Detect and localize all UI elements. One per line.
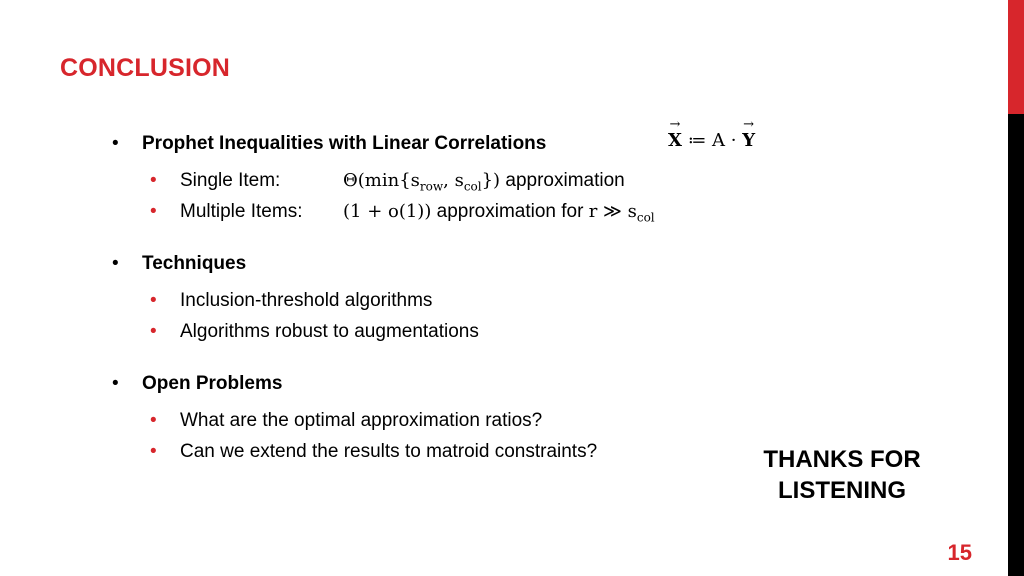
bullet-dot: • (150, 321, 157, 342)
thanks-line-1: THANKS FOR (763, 446, 921, 473)
list-item (150, 321, 479, 343)
thanks-message (742, 444, 942, 506)
list-item (150, 441, 597, 463)
vector-x: → X (668, 130, 682, 151)
section-heading-text: Open Problems (142, 373, 283, 394)
slide-title: CONCLUSION (60, 54, 231, 82)
bullet-dot: • (112, 133, 119, 154)
list-item (150, 410, 542, 432)
item-text: approximation for (431, 201, 589, 222)
formula-assign: ≔ A · (681, 130, 743, 151)
item-text: Inclusion-threshold algorithms (180, 290, 433, 311)
item-label: Single Item: (180, 170, 281, 191)
bullet-dot: • (150, 441, 157, 462)
section-heading-open-problems (112, 373, 282, 395)
bullet-dot: • (150, 410, 157, 431)
bullet-dot: • (150, 201, 157, 222)
bullet-dot: • (112, 373, 119, 394)
section-heading-prophet (112, 133, 546, 155)
math-condition: r ≫ $s_{col}$ (588, 201, 655, 225)
accent-bar-red (1008, 0, 1024, 114)
page-number: 15 (947, 540, 972, 565)
section-heading-techniques (112, 253, 246, 275)
math-expression: (1 + o(1)) (343, 201, 432, 222)
item-text: Can we extend the results to matroid constraints? (180, 441, 598, 462)
item-label: Multiple Items: (180, 201, 303, 222)
section-heading-text: Techniques (142, 253, 247, 274)
list-item-single-item (150, 170, 625, 194)
model-formula (668, 130, 755, 151)
thanks-line-2: LISTENING (777, 477, 906, 504)
section-heading-text: Prophet Inequalities with Linear Correlations (142, 133, 547, 154)
accent-bar-black (1008, 114, 1024, 576)
bullet-dot: • (150, 170, 157, 191)
vector-y: → Y (742, 130, 755, 151)
bullet-dot: • (150, 290, 157, 311)
list-item-multiple-items (150, 201, 655, 225)
list-item (150, 290, 432, 312)
item-text: approximation (500, 170, 625, 191)
item-text: What are the optimal approximation ratios? (180, 410, 543, 431)
math-expression: $\Theta(\min\{s_{row}$, $s_{col}$}) (343, 170, 501, 194)
bullet-dot: • (112, 253, 119, 274)
item-text: Algorithms robust to augmentations (180, 321, 479, 342)
